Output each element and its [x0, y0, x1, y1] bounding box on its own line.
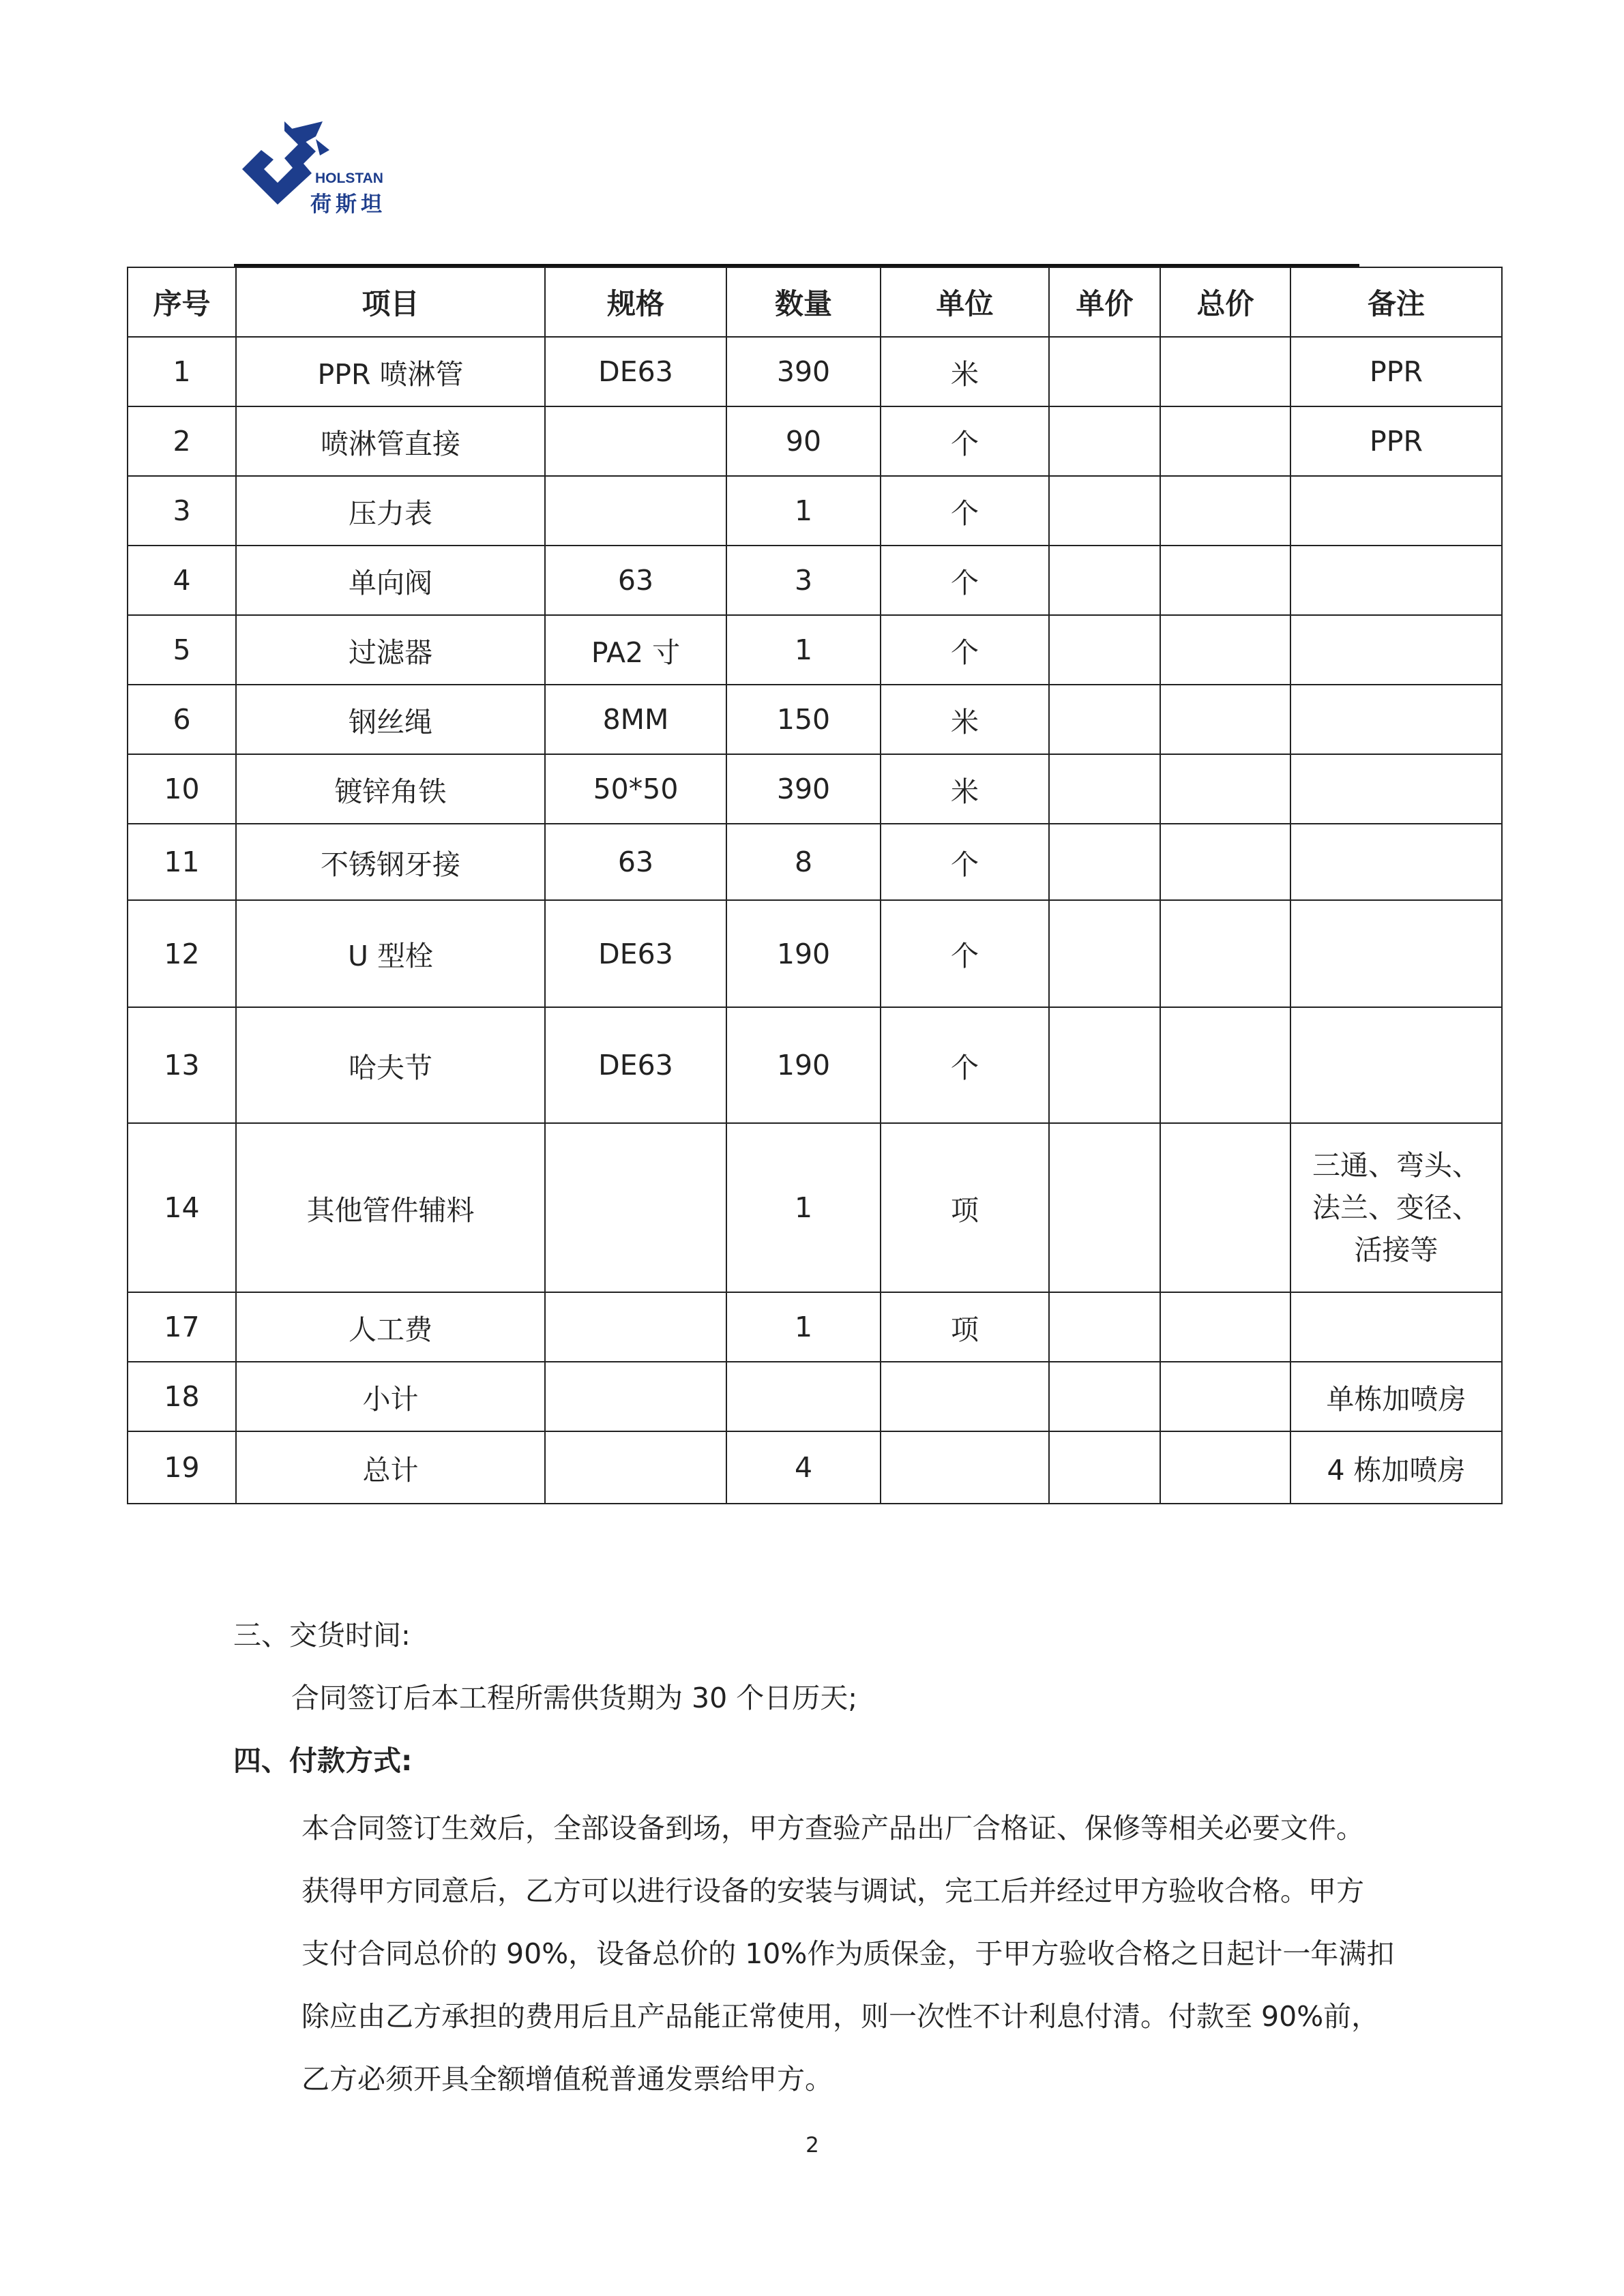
- cell-unit: 个: [881, 1007, 1049, 1123]
- cell-quantity: 190: [726, 900, 881, 1007]
- cell-unit-price: [1049, 406, 1160, 476]
- cell-index: 17: [128, 1292, 236, 1362]
- company-logo: [235, 116, 402, 225]
- cell-unit: 项: [881, 1292, 1049, 1362]
- cell-unit-price: [1049, 1292, 1160, 1362]
- cell-remarks: [1290, 900, 1502, 1007]
- col-header-unit-price: 单价: [1049, 267, 1160, 337]
- cell-unit-price: [1049, 546, 1160, 615]
- cell-item: 镀锌角铁: [236, 754, 545, 824]
- cell-item: 压力表: [236, 476, 545, 546]
- cell-unit: 米: [881, 337, 1049, 406]
- col-header-item: 项目: [236, 267, 545, 337]
- cell-quantity: 390: [726, 337, 881, 406]
- cell-remarks: [1290, 685, 1502, 754]
- cell-remarks: 单栋加喷房: [1290, 1362, 1502, 1431]
- cell-total-price: [1160, 406, 1290, 476]
- col-header-spec: 规格: [545, 267, 726, 337]
- table-row: [128, 406, 1502, 476]
- cell-quantity: 90: [726, 406, 881, 476]
- cell-item: 其他管件辅料: [236, 1123, 545, 1292]
- cell-unit: 个: [881, 406, 1049, 476]
- table-row: [128, 476, 1502, 546]
- delivery-text: 合同签订后本工程所需供货期为 30 个日历天;: [291, 1682, 858, 1714]
- cell-spec: DE63: [545, 1007, 726, 1123]
- table-header-row: [128, 267, 1502, 337]
- cell-spec: 50*50: [545, 754, 726, 824]
- cell-quantity: 3: [726, 546, 881, 615]
- table-row: [128, 1123, 1502, 1292]
- cell-spec: 63: [545, 546, 726, 615]
- cell-total-price: [1160, 900, 1290, 1007]
- cell-remarks: 4 栋加喷房: [1290, 1431, 1502, 1504]
- cell-unit: 米: [881, 754, 1049, 824]
- cell-index: 11: [128, 824, 236, 900]
- cell-spec: DE63: [545, 337, 726, 406]
- cell-unit-price: [1049, 685, 1160, 754]
- cell-total-price: [1160, 824, 1290, 900]
- payment-line: 获得甲方同意后，乙方可以进行设备的安装与调试，完工后并经过甲方验收合格。甲方: [301, 1875, 1364, 1907]
- table-row: [128, 546, 1502, 615]
- cell-total-price: [1160, 476, 1290, 546]
- delivery-heading: 三、交货时间:: [233, 1619, 411, 1652]
- cell-index: 18: [128, 1362, 236, 1431]
- cell-unit: 个: [881, 900, 1049, 1007]
- cell-index: 5: [128, 615, 236, 685]
- col-header-unit: 单位: [881, 267, 1049, 337]
- cell-remarks: PPR: [1290, 406, 1502, 476]
- cell-total-price: [1160, 1362, 1290, 1431]
- cell-total-price: [1160, 615, 1290, 685]
- cell-unit-price: [1049, 476, 1160, 546]
- cell-spec: [545, 476, 726, 546]
- payment-line: 除应由乙方承担的费用后且产品能正常使用，则一次性不计利息付清。付款至 90%前，: [301, 2000, 1380, 2033]
- cell-item: 过滤器: [236, 615, 545, 685]
- cell-quantity: 1: [726, 1123, 881, 1292]
- cell-index: 3: [128, 476, 236, 546]
- cell-spec: [545, 1362, 726, 1431]
- cell-item: 不锈钢牙接: [236, 824, 545, 900]
- cell-spec: 63: [545, 824, 726, 900]
- cell-total-price: [1160, 1007, 1290, 1123]
- cell-total-price: [1160, 1431, 1290, 1504]
- table-row: [128, 615, 1502, 685]
- cell-total-price: [1160, 337, 1290, 406]
- table-row: [128, 337, 1502, 406]
- cell-index: 1: [128, 337, 236, 406]
- table-row: [128, 900, 1502, 1007]
- cell-unit-price: [1049, 1007, 1160, 1123]
- table-row: [128, 685, 1502, 754]
- cell-spec: [545, 1123, 726, 1292]
- cell-item: 单向阀: [236, 546, 545, 615]
- cell-unit-price: [1049, 754, 1160, 824]
- cell-total-price: [1160, 754, 1290, 824]
- cell-unit-price: [1049, 824, 1160, 900]
- cell-total-price: [1160, 1123, 1290, 1292]
- cell-index: 4: [128, 546, 236, 615]
- cell-remarks: [1290, 824, 1502, 900]
- cell-spec: [545, 406, 726, 476]
- cell-index: 10: [128, 754, 236, 824]
- cell-quantity: 8: [726, 824, 881, 900]
- cell-quantity: 4: [726, 1431, 881, 1504]
- cell-item: 小计: [236, 1362, 545, 1431]
- cell-spec: [545, 1292, 726, 1362]
- payment-line: 支付合同总价的 90%，设备总价的 10%作为质保金，于甲方验收合格之日起计一年满扣: [301, 1937, 1395, 1970]
- cell-quantity: 1: [726, 615, 881, 685]
- cell-unit-price: [1049, 615, 1160, 685]
- cell-index: 12: [128, 900, 236, 1007]
- cell-item: 喷淋管直接: [236, 406, 545, 476]
- cell-unit: 个: [881, 546, 1049, 615]
- cell-spec: [545, 1431, 726, 1504]
- cell-remarks: [1290, 1292, 1502, 1362]
- table-row: [128, 824, 1502, 900]
- payment-line: 乙方必须开具全额增值税普通发票给甲方。: [301, 2063, 833, 2096]
- cell-item: 人工费: [236, 1292, 545, 1362]
- cell-quantity: [726, 1362, 881, 1431]
- cell-quantity: 190: [726, 1007, 881, 1123]
- col-header-quantity: 数量: [726, 267, 881, 337]
- cell-remarks: PPR: [1290, 337, 1502, 406]
- cell-item: PPR 喷淋管: [236, 337, 545, 406]
- cell-index: 19: [128, 1431, 236, 1504]
- cell-quantity: 150: [726, 685, 881, 754]
- cell-unit: 项: [881, 1123, 1049, 1292]
- cell-quantity: 1: [726, 1292, 881, 1362]
- cell-index: 2: [128, 406, 236, 476]
- cell-unit: [881, 1362, 1049, 1431]
- table-row: [128, 1007, 1502, 1123]
- cell-quantity: 390: [726, 754, 881, 824]
- cell-total-price: [1160, 1292, 1290, 1362]
- cell-item: 总计: [236, 1431, 545, 1504]
- cell-unit-price: [1049, 1431, 1160, 1504]
- cell-remarks: [1290, 1007, 1502, 1123]
- cell-unit-price: [1049, 1362, 1160, 1431]
- cell-unit-price: [1049, 900, 1160, 1007]
- table-row: [128, 1431, 1502, 1504]
- col-header-remarks: 备注: [1290, 267, 1502, 337]
- cell-unit: 米: [881, 685, 1049, 754]
- cell-unit: [881, 1431, 1049, 1504]
- cell-remarks: [1290, 615, 1502, 685]
- items-table: [127, 267, 1503, 1504]
- table-row: [128, 1292, 1502, 1362]
- cell-remarks: [1290, 754, 1502, 824]
- cell-quantity: 1: [726, 476, 881, 546]
- cell-item: U 型栓: [236, 900, 545, 1007]
- table-row: [128, 1362, 1502, 1431]
- cell-remarks: [1290, 476, 1502, 546]
- cell-total-price: [1160, 546, 1290, 615]
- cell-item: 哈夫节: [236, 1007, 545, 1123]
- table-row: [128, 754, 1502, 824]
- cell-spec: 8MM: [545, 685, 726, 754]
- cell-unit: 个: [881, 476, 1049, 546]
- cell-index: 14: [128, 1123, 236, 1292]
- cell-remarks: 三通、弯头、 法兰、变径、 活接等: [1290, 1123, 1502, 1292]
- payment-paragraph: [301, 1797, 1406, 2111]
- payment-line: 本合同签订生效后，全部设备到场，甲方查验产品出厂合格证、保修等相关必要文件。: [301, 1812, 1364, 1845]
- col-header-index: 序号: [128, 267, 236, 337]
- payment-heading: 四、付款方式:: [233, 1744, 413, 1777]
- cell-item: 钢丝绳: [236, 685, 545, 754]
- page-number: 2: [806, 2133, 819, 2158]
- cell-index: 6: [128, 685, 236, 754]
- logo-brand-zh: 荷斯坦: [310, 192, 386, 217]
- logo-brand-en: HOLSTAN: [315, 170, 383, 186]
- cell-spec: PA2 寸: [545, 615, 726, 685]
- cell-unit-price: [1049, 337, 1160, 406]
- cell-unit: 个: [881, 824, 1049, 900]
- cell-index: 13: [128, 1007, 236, 1123]
- cell-total-price: [1160, 685, 1290, 754]
- cell-unit: 个: [881, 615, 1049, 685]
- col-header-total-price: 总价: [1160, 267, 1290, 337]
- cell-unit-price: [1049, 1123, 1160, 1292]
- cell-spec: DE63: [545, 900, 726, 1007]
- cell-remarks: [1290, 546, 1502, 615]
